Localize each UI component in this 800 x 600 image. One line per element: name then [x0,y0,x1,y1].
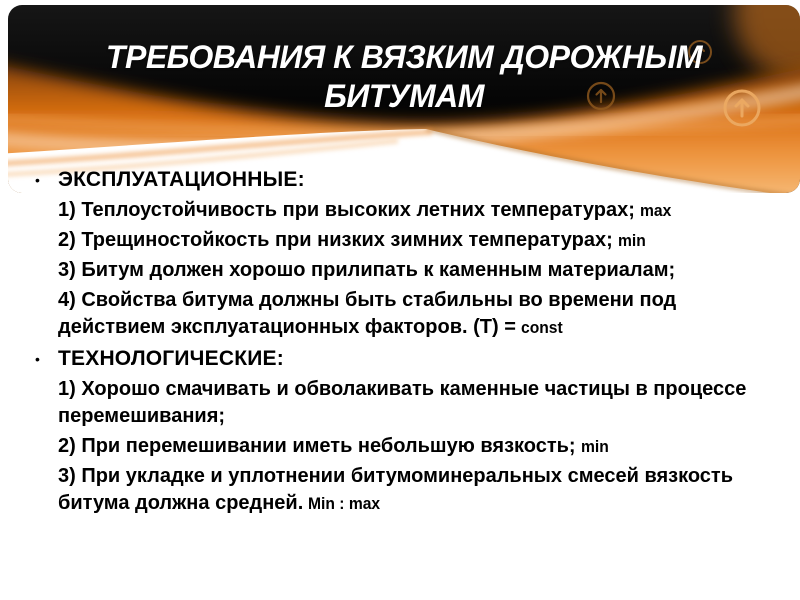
list-item-latin-note: max [639,201,672,220]
list-item-text: 1) Хорошо смачивать и обволакивать каменные частицы в процессе перемешивания; [58,378,747,427]
list-item-text: 3) При укладке и уплотнении битумоминеральных смесей вязкость битума должна средней. [58,465,733,514]
list-item-text: 2) Трещиностойкость при низких зимних температурах; [58,229,613,251]
list-item-text: 3) Битум должен хорошо прилипать к каменным материалам; [58,259,676,281]
list-item [58,257,752,284]
section-heading: ЭКСПЛУАТАЦИОННЫЕ: [58,168,305,191]
list-item-latin-note: min [580,437,609,456]
list-item [58,463,752,517]
list-item-latin-note: const [520,318,563,337]
section-heading-row [35,345,755,373]
bullet-marker: • [35,172,40,188]
bullet-marker: • [35,351,40,367]
section-operational [35,166,755,341]
section-heading: ТЕХНОЛОГИЧЕСКИЕ: [58,347,284,370]
list-item-latin-note: Min : max [308,494,381,513]
section-heading-row [35,166,755,194]
slide-body [35,163,755,520]
list-item [58,376,752,430]
slide-title: ТРЕБОВАНИЯ К ВЯЗКИМ ДОРОЖНЫМ БИТУМАМ [105,39,703,114]
list-item [58,433,752,460]
list-item-text: 4) Свойства битума должны быть стабильны во времени под действием эксплуатационных факторов. (Т) = [58,289,677,338]
list-item-latin-note: min [617,231,646,250]
section-technological [35,345,755,517]
list-item-text: 2) При перемешивании иметь небольшую вязкость; [58,435,576,457]
list-item [58,287,752,341]
list-item-text: 1) Теплоустойчивость при высоких летних температурах; [58,199,635,221]
list-item [58,197,752,224]
list-item [58,227,752,254]
